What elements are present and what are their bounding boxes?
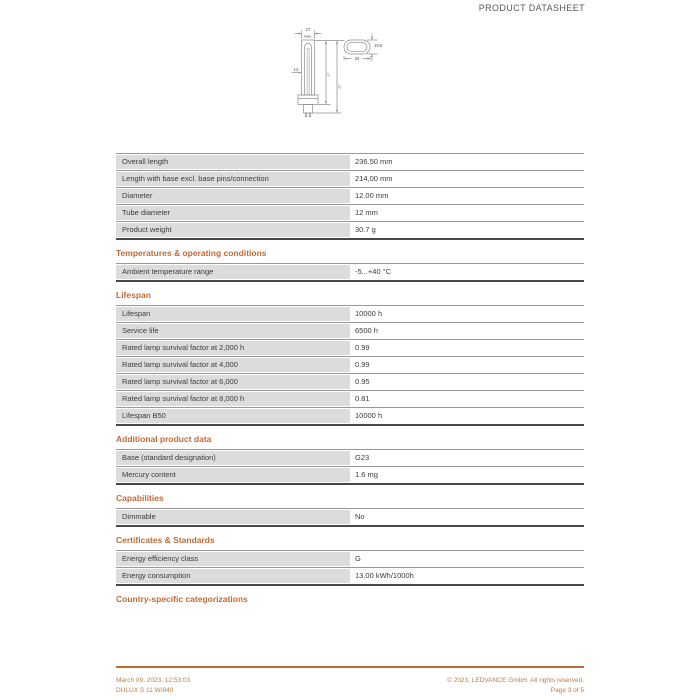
- spec-value: 12 mm: [355, 208, 378, 217]
- section-title: Lifespan: [116, 290, 151, 300]
- table-row: [116, 550, 584, 567]
- lamp-pin-right: [309, 113, 311, 117]
- page-footer: [116, 666, 584, 696]
- spec-label: Rated lamp survival factor at 4,000: [116, 358, 350, 372]
- spec-value: 0.99: [355, 343, 370, 352]
- table-row: [116, 466, 584, 483]
- spec-value: 10000 h: [355, 411, 383, 420]
- spec-value: 13.00 kWh/1000h: [355, 571, 414, 580]
- spec-section: [116, 494, 584, 527]
- spec-section: [116, 153, 584, 240]
- spec-label: Base (standard designation): [116, 451, 350, 465]
- dim-max-width-label: 27: [305, 27, 311, 33]
- section-title: Country-specific categorizations: [116, 594, 248, 604]
- spec-label: Ambient temperature range: [116, 265, 350, 279]
- section-title: Additional product data: [116, 434, 212, 444]
- table-row: [116, 221, 584, 238]
- spec-value: G: [355, 554, 361, 563]
- dim-l1-label: l₁: [327, 72, 330, 77]
- spec-table: [116, 263, 584, 282]
- spec-value: 30.7 g: [355, 225, 376, 234]
- spec-value: -5...+40 °C: [355, 267, 392, 276]
- spec-table: [116, 305, 584, 426]
- spec-table: [116, 550, 584, 586]
- lamp-pin-left: [305, 113, 307, 117]
- spec-label: Dimmable: [116, 510, 350, 524]
- spec-label: Lifespan B50: [116, 409, 350, 423]
- footer-copyright: © 2023, LEDVANCE GmbH. All rights reserved.: [447, 677, 584, 684]
- spec-value: 1.6 mg: [355, 470, 378, 479]
- table-row: [116, 322, 584, 339]
- cross-section-inner: [347, 42, 367, 51]
- spec-label: Overall length: [116, 155, 350, 169]
- spec-label: Diameter: [116, 189, 350, 203]
- table-row: [116, 305, 584, 322]
- spec-value: 0.99: [355, 360, 370, 369]
- spec-table: [116, 153, 584, 240]
- spec-value: No: [355, 512, 365, 521]
- spec-label: Product weight: [116, 223, 350, 237]
- table-row: [116, 339, 584, 356]
- table-row: [116, 567, 584, 584]
- spec-table: [116, 449, 584, 485]
- lamp-technical-drawing: [283, 24, 398, 126]
- spec-value: 0.81: [355, 394, 370, 403]
- lamp-base: [298, 95, 318, 105]
- spec-label: Rated lamp survival factor at 6,000: [116, 375, 350, 389]
- spec-section: [116, 249, 584, 282]
- table-row: [116, 263, 584, 280]
- spec-value: G23: [355, 453, 370, 462]
- spec-value: 236.50 mm: [355, 157, 393, 166]
- spec-sections: [116, 153, 584, 609]
- lamp-stem: [304, 105, 313, 114]
- table-row: [116, 356, 584, 373]
- spec-section: [116, 536, 584, 586]
- footer-date: March 09, 2023, 12:53:03: [116, 677, 191, 684]
- spec-value: 12.00 mm: [355, 191, 389, 200]
- lamp-inner-slot: [307, 48, 309, 95]
- spec-label: Lifespan: [116, 307, 350, 321]
- footer-page-number: Page 3 of 5: [550, 687, 584, 694]
- spec-label: Tube diameter: [116, 206, 350, 220]
- dim-cross-width-label: 34: [354, 56, 360, 62]
- dim-l2-label: l₂: [338, 84, 342, 89]
- section-title: Capabilities: [116, 493, 164, 503]
- spec-value: 214,00 mm: [355, 174, 393, 183]
- page-title: PRODUCT DATASHEET: [478, 3, 585, 13]
- dim-max-width-note: max.: [303, 34, 313, 39]
- section-title: Temperatures & operating conditions: [116, 248, 267, 258]
- dim-tube-diameter-label: 12: [293, 67, 299, 72]
- table-row: [116, 449, 584, 466]
- section-title: Certificates & Standards: [116, 535, 215, 545]
- spec-table: [116, 508, 584, 527]
- spec-label: Length with base excl. base pins/connection: [116, 172, 350, 186]
- lamp-inner-tube: [305, 44, 312, 96]
- table-row: [116, 390, 584, 407]
- spec-value: 6500 h: [355, 326, 378, 335]
- spec-section: [116, 291, 584, 426]
- spec-value: 0.95: [355, 377, 370, 386]
- dim-cross-height-label: 19.5: [374, 42, 383, 48]
- spec-label: Mercury content: [116, 468, 350, 482]
- table-row: [116, 373, 584, 390]
- spec-section: [116, 435, 584, 485]
- spec-section: [116, 595, 584, 604]
- spec-label: Rated lamp survival factor at 2,000 h: [116, 341, 350, 355]
- spec-label: Energy efficiency class: [116, 552, 350, 566]
- spec-label: Service life: [116, 324, 350, 338]
- table-row: [116, 170, 584, 187]
- table-row: [116, 153, 584, 170]
- spec-label: Energy consumption: [116, 569, 350, 583]
- table-row: [116, 407, 584, 424]
- spec-label: Rated lamp survival factor at 8,000 h: [116, 392, 350, 406]
- table-row: [116, 204, 584, 221]
- table-row: [116, 508, 584, 525]
- spec-value: 10000 h: [355, 309, 383, 318]
- table-row: [116, 187, 584, 204]
- footer-product: DULUX S 11 W/840: [116, 687, 174, 694]
